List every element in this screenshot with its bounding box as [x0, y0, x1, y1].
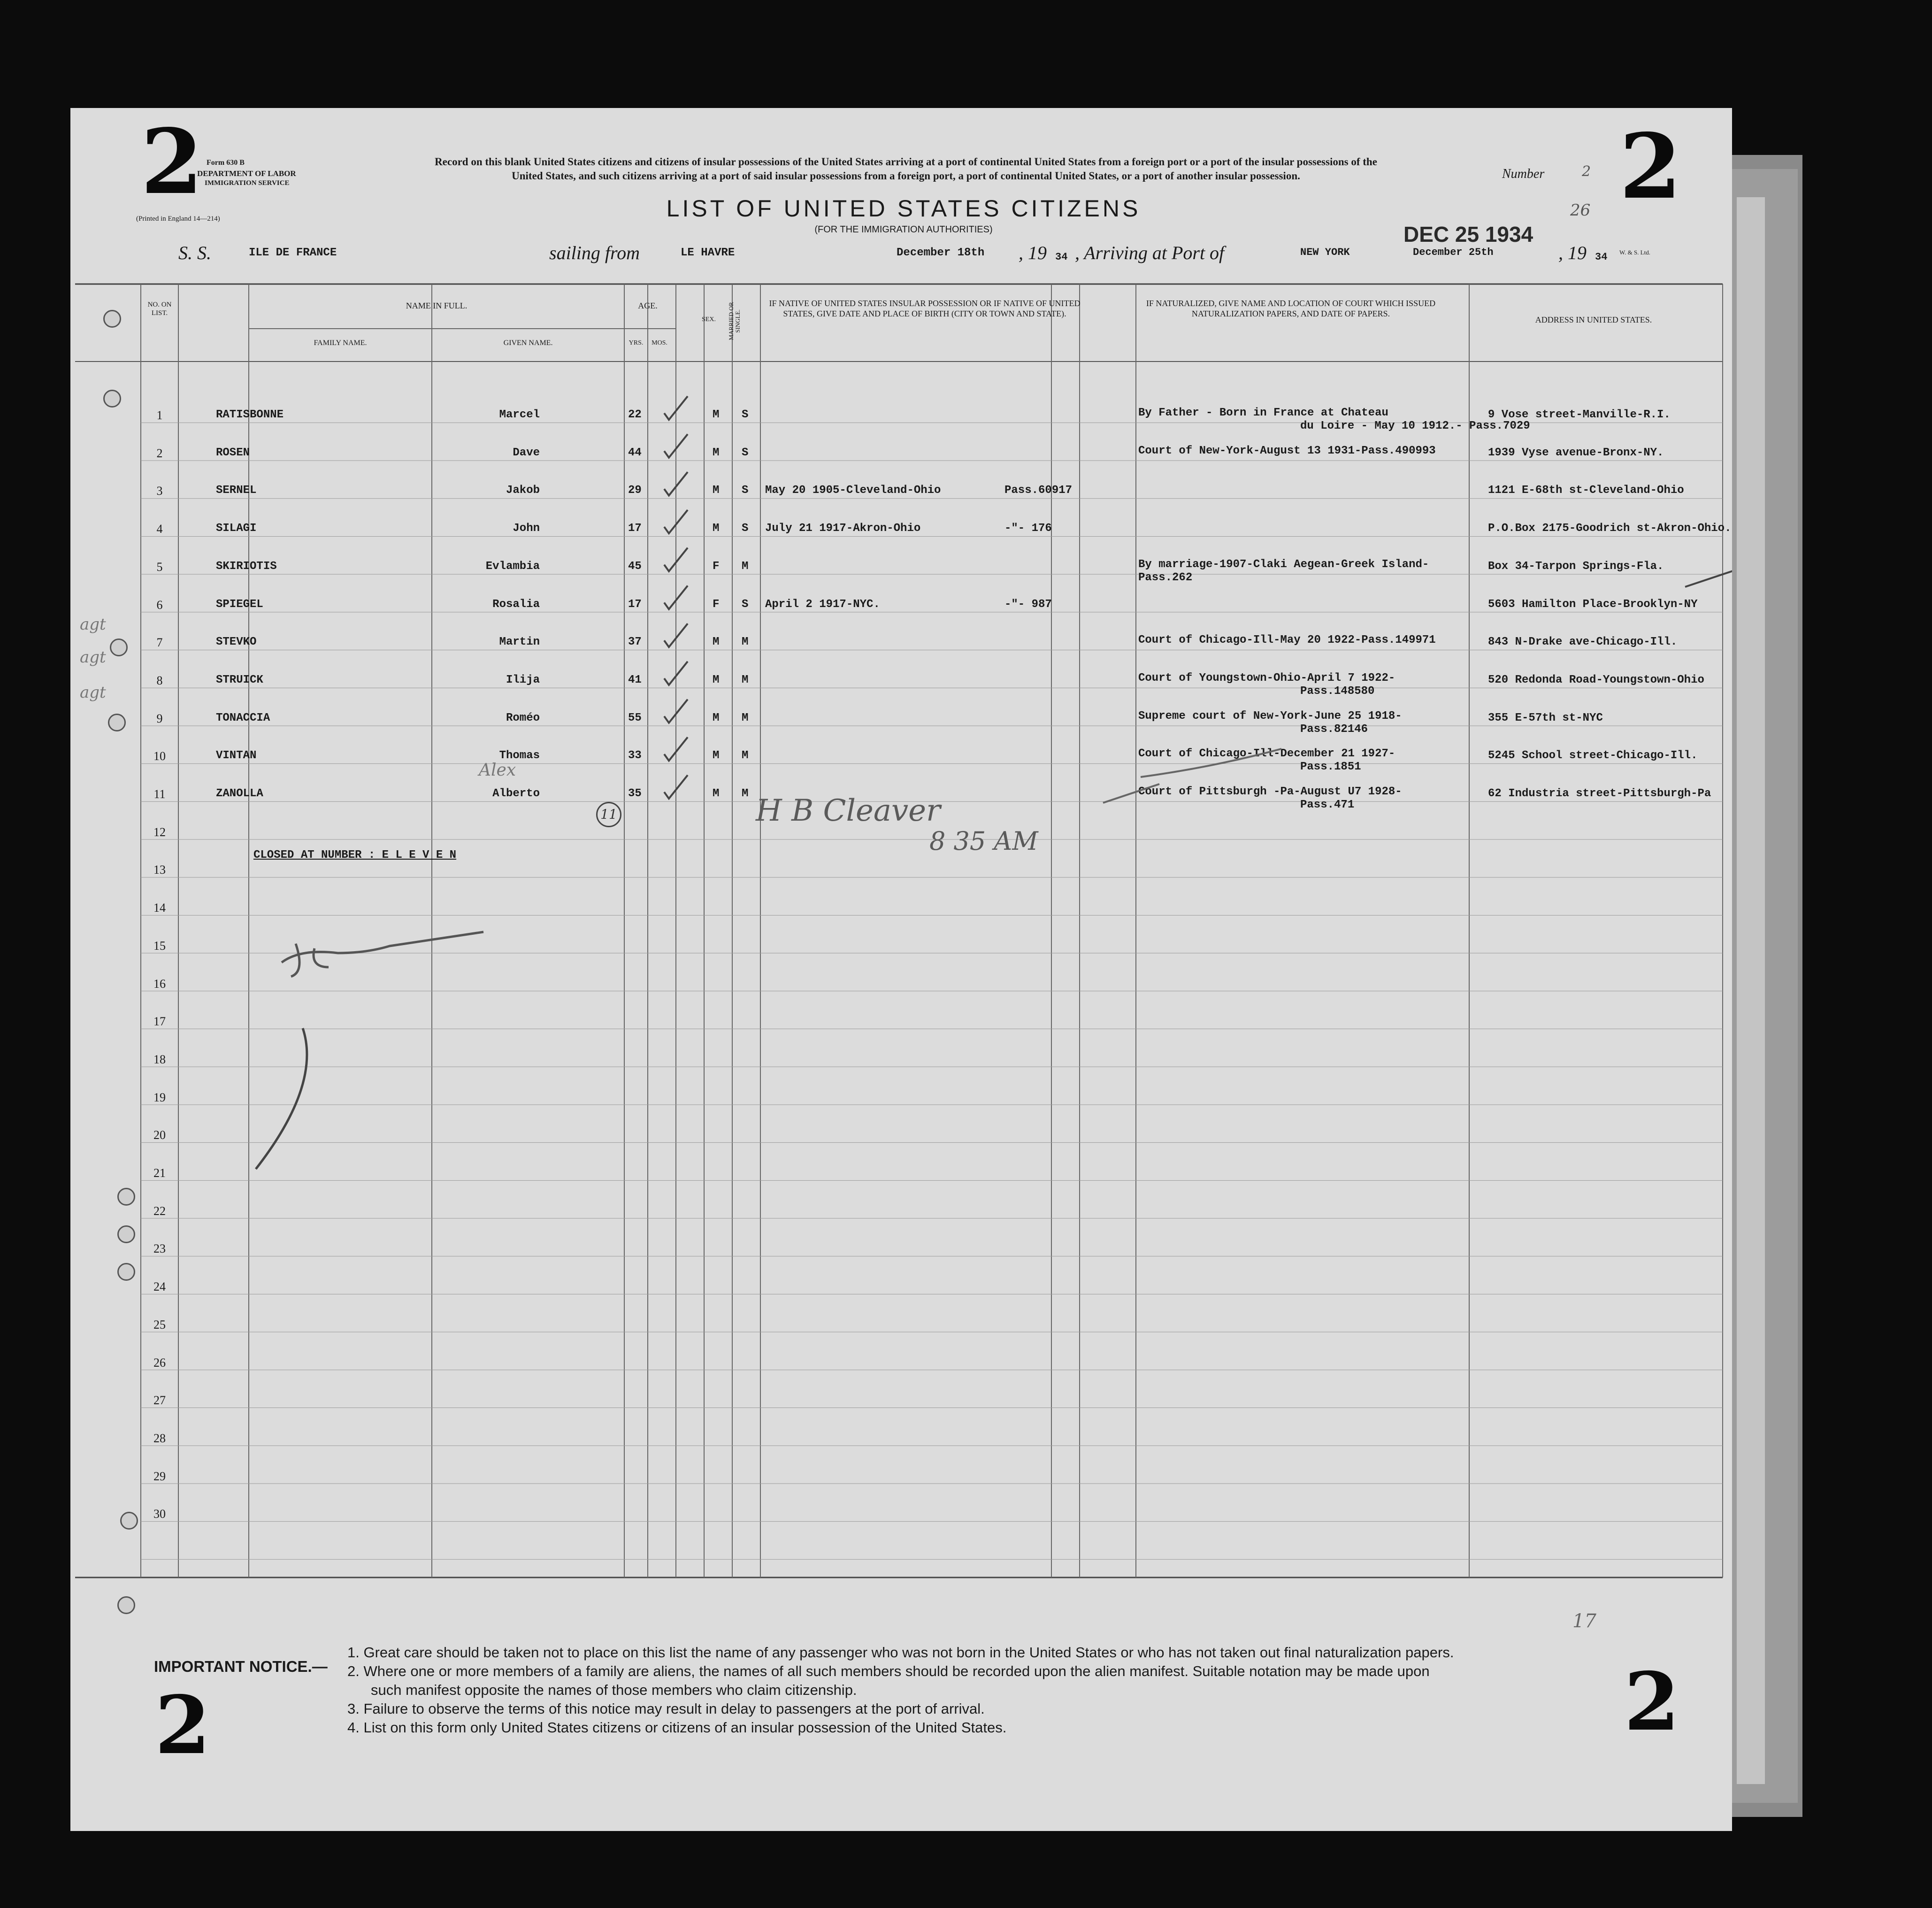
corner-number-bottom-right: 2: [1624, 1655, 1680, 1749]
native-birth: July 21 1917-Akron-Ohio: [765, 522, 921, 535]
form-instructions: Record on this blank United States citizens and citizens of insular possessions of the United States arriving at a port of continental United States from a foreign port or a port of the insular possessions of the United States, and such citizens arriving at a port of said insular possessions from a foreign port, a port of continental United States, or a port of another insular possession.: [435, 156, 1377, 182]
port-from: LE HAVRE: [681, 246, 735, 259]
family-name: SPIEGEL: [216, 598, 263, 611]
row-number: 27: [153, 1393, 166, 1408]
col-header-sex: SEX.: [702, 316, 716, 323]
row-number: 19: [153, 1090, 166, 1104]
given-name: Dave: [513, 446, 540, 459]
us-address: 1939 Vyse avenue-Bronx-NY.: [1488, 446, 1664, 459]
printer-mark: W. & S. Ltd.: [1619, 249, 1650, 256]
marital-status: S: [742, 484, 749, 497]
given-name: Marcel: [499, 408, 540, 421]
age-years: 17: [628, 598, 642, 611]
sail-year-prefix: , 19: [1019, 242, 1047, 263]
age-years: 29: [628, 484, 642, 497]
row-number: 15: [153, 939, 166, 953]
row-number: 2: [156, 446, 163, 460]
notice-item-2-cont: such manifest opposite the names of those members who claim citizenship.: [371, 1682, 857, 1698]
given-name: Thomas: [499, 749, 540, 762]
ss-label: S. S.: [178, 242, 211, 263]
native-birth: April 2 1917-NYC.: [765, 598, 880, 611]
age-years: 33: [628, 749, 642, 762]
us-address: Box 34-Tarpon Springs-Fla.: [1488, 560, 1664, 573]
row-number: 12: [153, 825, 166, 839]
row-number: 17: [153, 1015, 166, 1029]
naturalization-line-2: Pass.148580: [1300, 685, 1375, 698]
naturalization-line-2: du Loire - May 10 1912.- Pass.7029: [1300, 420, 1530, 432]
notice-heading: IMPORTANT NOTICE.—: [154, 1658, 328, 1675]
number-label: Number: [1502, 167, 1545, 181]
row-number: 5: [156, 560, 163, 574]
sex: M: [713, 749, 720, 762]
marital-status: S: [742, 446, 749, 459]
received-date-stamp: DEC 25 1934: [1403, 222, 1533, 246]
native-birth: May 20 1905-Cleveland-Ohio: [765, 484, 941, 497]
col-header-address: ADDRESS IN UNITED STATES.: [1535, 315, 1652, 324]
row-number: 1: [156, 408, 163, 422]
naturalization-line-1: Court of Youngstown-Ohio-April 7 1922-: [1138, 671, 1395, 685]
corner-number-top-left: 2: [141, 109, 203, 214]
sex: M: [713, 446, 720, 459]
family-name: VINTAN: [216, 749, 257, 762]
row-number: 9: [156, 711, 163, 725]
sex: M: [713, 522, 720, 535]
sex: F: [713, 598, 720, 611]
age-years: 44: [628, 446, 642, 459]
col-header-name-in-full: NAME IN FULL.: [406, 301, 468, 310]
corner-number-bottom-left: 2: [155, 1678, 211, 1772]
arrive-date: December 25th: [1413, 246, 1494, 258]
age-years: 55: [628, 711, 642, 724]
naturalization-line-2: Pass.262: [1138, 571, 1193, 584]
row-number: 20: [153, 1128, 166, 1142]
native-passport: Pass.60917: [1004, 484, 1073, 497]
given-name: Martin: [499, 636, 540, 649]
sex: M: [713, 484, 720, 497]
row-number: 7: [156, 636, 163, 650]
ship-name: ILE DE FRANCE: [249, 246, 337, 259]
notice-item-2: 2. Where one or more members of a family are aliens, the names of all such members should be recorded upon the alien manifest. Suitable notation may be made upon: [347, 1663, 1430, 1679]
page-number: 26: [1570, 201, 1591, 220]
col-header-yrs: YRS.: [629, 339, 644, 346]
row-number: 14: [153, 901, 166, 915]
manifest-sheet: [70, 108, 1732, 1831]
closed-at-number: CLOSED AT NUMBER : E L E V E N: [253, 849, 457, 862]
sex: F: [713, 560, 720, 573]
row-number: 3: [156, 484, 163, 498]
col-header-given: GIVEN NAME.: [503, 339, 553, 347]
native-passport: -"- 176: [1004, 522, 1052, 535]
sailing-label: sailing from: [549, 242, 640, 263]
row-number: 16: [153, 977, 166, 991]
row-number: 22: [153, 1204, 166, 1218]
sex: M: [713, 636, 720, 649]
inspection-time: 8 35 AM: [929, 826, 1038, 856]
naturalization-line-1: By Father - Born in France at Chateau: [1138, 407, 1388, 419]
row-number: 29: [153, 1469, 166, 1483]
row-number: 6: [156, 598, 163, 612]
age-years: 37: [628, 636, 642, 649]
bottom-page-number: 17: [1572, 1610, 1596, 1632]
row-number: 13: [153, 863, 166, 877]
corner-number-top-right: 2: [1619, 114, 1682, 219]
number-value: 2: [1582, 163, 1591, 180]
us-address: 355 E-57th st-NYC: [1488, 711, 1603, 724]
marital-status: S: [742, 408, 749, 421]
form-subtitle: (FOR THE IMMIGRATION AUTHORITIES): [814, 224, 993, 235]
native-passport: -"- 987: [1004, 598, 1052, 611]
given-name: Ilija: [506, 673, 540, 686]
col-header-age: AGE.: [638, 301, 658, 310]
margin-mark-2: agt: [80, 648, 106, 667]
row-number: 21: [153, 1166, 166, 1180]
row-number: 10: [153, 749, 166, 763]
col-header-family: FAMILY NAME.: [314, 339, 367, 347]
family-name: STEVKO: [216, 636, 257, 649]
us-address: P.O.Box 2175-Goodrich st-Akron-Ohio.: [1488, 522, 1732, 535]
arriving-label: , Arriving at Port of: [1075, 242, 1225, 263]
age-years: 35: [628, 787, 642, 800]
row-number: 4: [156, 522, 163, 536]
row-number: 26: [153, 1355, 166, 1369]
port-to: NEW YORK: [1300, 246, 1350, 258]
margin-mark-1: agt: [80, 615, 106, 634]
marital-status: M: [742, 749, 749, 762]
col-header-native: IF NATIVE OF UNITED STATES INSULAR POSSESSION OR IF NATIVE OF UNITED STATES, GIVE DATE AND PLACE OF BIRTH (CITY OR TOWN AND STATE).: [769, 299, 1081, 318]
naturalization-line-1: Court of New-York-August 13 1931-Pass.490993: [1138, 444, 1436, 457]
naturalization-line-1: Supreme court of New-York-June 25 1918-: [1138, 709, 1402, 723]
naturalization-line-2: Pass.1851: [1300, 761, 1361, 774]
row-number: 28: [153, 1431, 166, 1445]
row-number: 30: [153, 1507, 166, 1521]
row-number: 24: [153, 1280, 166, 1294]
given-name: Evlambia: [485, 560, 540, 573]
notice-item-4: 4. List on this form only United States citizens or citizens of an insular possession of the United States.: [347, 1719, 1007, 1736]
naturalization-line-1: By marriage-1907-Claki Aegean-Greek Island-: [1138, 558, 1429, 571]
naturalization-line-1: Court of Pittsburgh -Pa-August U7 1928-: [1138, 785, 1402, 798]
underlying-page-edge: [1737, 197, 1765, 1784]
us-address: 1121 E-68th st-Cleveland-Ohio: [1488, 484, 1684, 497]
sex: M: [713, 711, 720, 724]
printed-note: (Printed in England 14—214): [136, 215, 220, 223]
us-address: 520 Redonda Road-Youngstown-Ohio: [1488, 673, 1704, 686]
age-years: 22: [628, 408, 642, 421]
row-number: 25: [153, 1317, 166, 1331]
handwritten-strokes: [70, 108, 1732, 1831]
arrive-year: 34: [1595, 251, 1608, 263]
struick-note: Alex: [479, 761, 516, 780]
margin-mark-3: agt: [80, 683, 106, 702]
marital-status: S: [742, 598, 749, 611]
marital-status: M: [742, 636, 749, 649]
family-name: TONACCIA: [216, 711, 270, 724]
given-name: Jakob: [506, 484, 540, 497]
row-number: 11: [153, 787, 166, 801]
age-years: 17: [628, 522, 642, 535]
col-header-naturalized: IF NATURALIZED, GIVE NAME AND LOCATION OF COURT WHICH ISSUED NATURALIZATION PAPERS, AND DATE OF PAPERS.: [1146, 299, 1436, 318]
naturalization-line-2: Pass.471: [1300, 799, 1355, 811]
row-number: 18: [153, 1052, 166, 1066]
col-header-mos: MOS.: [652, 339, 667, 346]
family-name: RATISBONNE: [216, 408, 284, 421]
marital-status: M: [742, 711, 749, 724]
given-name: Rosalia: [492, 598, 540, 611]
department-label: DEPARTMENT OF LABOR: [197, 169, 296, 178]
service-label: IMMIGRATION SERVICE: [205, 179, 290, 187]
form-title: LIST OF UNITED STATES CITIZENS: [666, 195, 1141, 222]
naturalization-line-1: Court of Chicago-Ill-May 20 1922-Pass.149971: [1138, 634, 1436, 647]
age-years: 45: [628, 560, 642, 573]
us-address: 5603 Hamilton Place-Brooklyn-NY: [1488, 598, 1698, 611]
us-address: 9 Vose street-Manville-R.I.: [1488, 408, 1671, 421]
tally-circle: 11: [596, 802, 621, 827]
family-name: SERNEL: [216, 484, 257, 497]
age-years: 41: [628, 673, 642, 686]
given-name: John: [513, 522, 540, 535]
marital-status: M: [742, 560, 749, 573]
notice-item-3: 3. Failure to observe the terms of this notice may result in delay to passengers at the port of arrival.: [347, 1700, 985, 1717]
sail-year: 34: [1055, 251, 1068, 263]
given-name: Alberto: [492, 787, 540, 800]
col-header-no: NO. ON LIST.: [147, 301, 172, 317]
naturalization-line-2: Pass.82146: [1300, 723, 1368, 736]
inspector-signature: H B Cleaver: [756, 793, 941, 828]
family-name: ZANOLLA: [216, 787, 263, 800]
us-address: 5245 School street-Chicago-Ill.: [1488, 749, 1698, 762]
given-name: Roméo: [506, 711, 540, 724]
row-number: 23: [153, 1242, 166, 1256]
family-name: STRUICK: [216, 673, 263, 686]
sex: M: [713, 787, 720, 800]
form-number: Form 630 B: [207, 159, 245, 167]
family-name: SILAGI: [216, 522, 257, 535]
marital-status: S: [742, 522, 749, 535]
us-address: 843 N-Drake ave-Chicago-Ill.: [1488, 636, 1678, 649]
row-number: 8: [156, 673, 163, 687]
us-address: 62 Industria street-Pittsburgh-Pa: [1488, 787, 1711, 800]
sail-date: December 18th: [897, 246, 985, 259]
notice-item-1: 1. Great care should be taken not to place on this list the name of any passenger who was not born in the United States or who has not taken out final naturalization papers.: [347, 1644, 1454, 1661]
family-name: ROSEN: [216, 446, 250, 459]
naturalization-line-1: Court of Chicago-Ill-December 21 1927-: [1138, 747, 1395, 761]
sex: M: [713, 673, 720, 686]
family-name: SKIRIOTIS: [216, 560, 277, 573]
marital-status: M: [742, 673, 749, 686]
col-header-married: MARRIED OR SINGLE.: [728, 302, 741, 340]
arrive-year-prefix: , 19: [1558, 242, 1587, 263]
marital-status: M: [742, 787, 749, 800]
sex: M: [713, 408, 720, 421]
